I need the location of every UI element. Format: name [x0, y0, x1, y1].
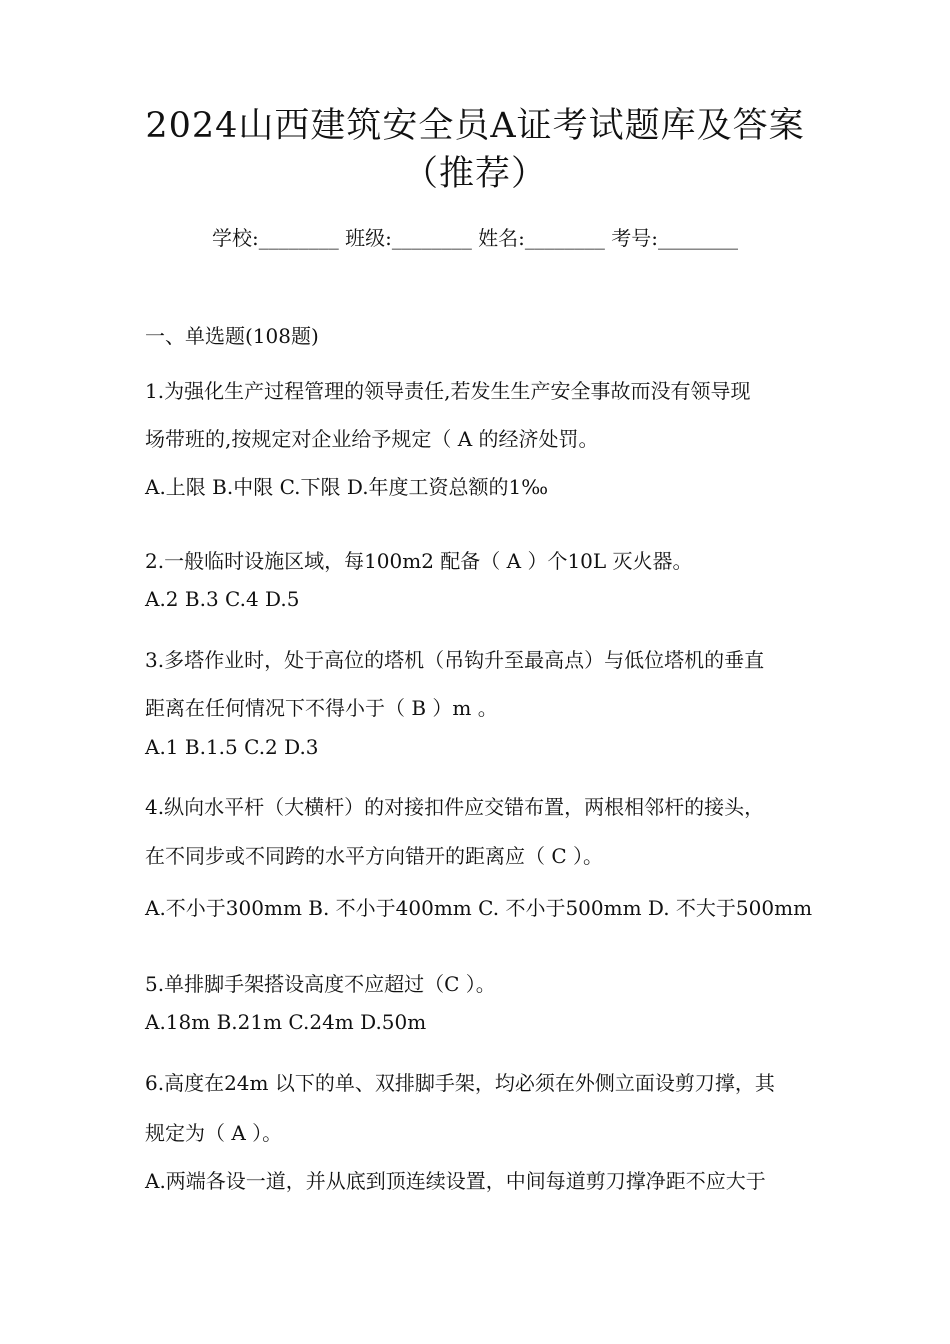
question-4-stem-line-2: 在不同步或不同跨的水平方向错开的距离应（ C ）。 — [145, 844, 604, 868]
student-info-line: 学校:________ 班级:________ 姓名:________ 考号:________ — [211, 226, 739, 250]
document-title: 2024山西建筑安全员A证考试题库及答案 — [145, 106, 805, 146]
question-1-stem-line-1: 1.为强化生产过程管理的领导责任,若发生生产安全事故而没有领导现 — [145, 379, 751, 403]
question-3-options: A.1 B.1.5 C.2 D.3 — [145, 735, 319, 759]
question-2-options: A.2 B.3 C.4 D.5 — [145, 587, 300, 611]
document-subtitle: （推荐） — [402, 154, 547, 194]
question-6-options: A.两端各设一道，并从底到顶连续设置，中间每道剪刀撑净距不应大于 — [145, 1169, 766, 1193]
question-6-stem-line-1: 6.高度在24m 以下的单、双排脚手架，均必须在外侧立面设剪刀撑，其 — [145, 1071, 775, 1095]
question-4-stem-line-1: 4.纵向水平杆（大横杆）的对接扣件应交错布置，两根相邻杆的接头， — [145, 795, 765, 819]
question-4-options: A.不小于300mm B. 不小于400mm C. 不小于500mm D. 不大于500mm — [145, 896, 813, 920]
question-5-options: A.18m B.21m C.24m D.50m — [145, 1010, 427, 1034]
question-3-stem-line-2: 距离在任何情况下不得小于（ B ）m 。 — [145, 696, 498, 720]
question-2-stem: 2.一般临时设施区域，每100m2 配备（ A ）个10L 灭火器。 — [145, 549, 693, 573]
question-6-stem-line-2: 规定为（ A ）。 — [145, 1121, 283, 1145]
question-1-options: A.上限 B.中限 C.下限 D.年度工资总额的1‰ — [145, 475, 549, 499]
question-5-stem: 5.单排脚手架搭设高度不应超过（C ）。 — [145, 972, 496, 996]
question-1-stem-line-2: 场带班的,按规定对企业给予规定（ A 的经济处罚。 — [145, 427, 599, 451]
question-3-stem-line-1: 3.多塔作业时，处于高位的塔机（吊钩升至最高点）与低位塔机的垂直 — [145, 648, 765, 672]
section-heading: 一、单选题(108题) — [145, 324, 319, 348]
